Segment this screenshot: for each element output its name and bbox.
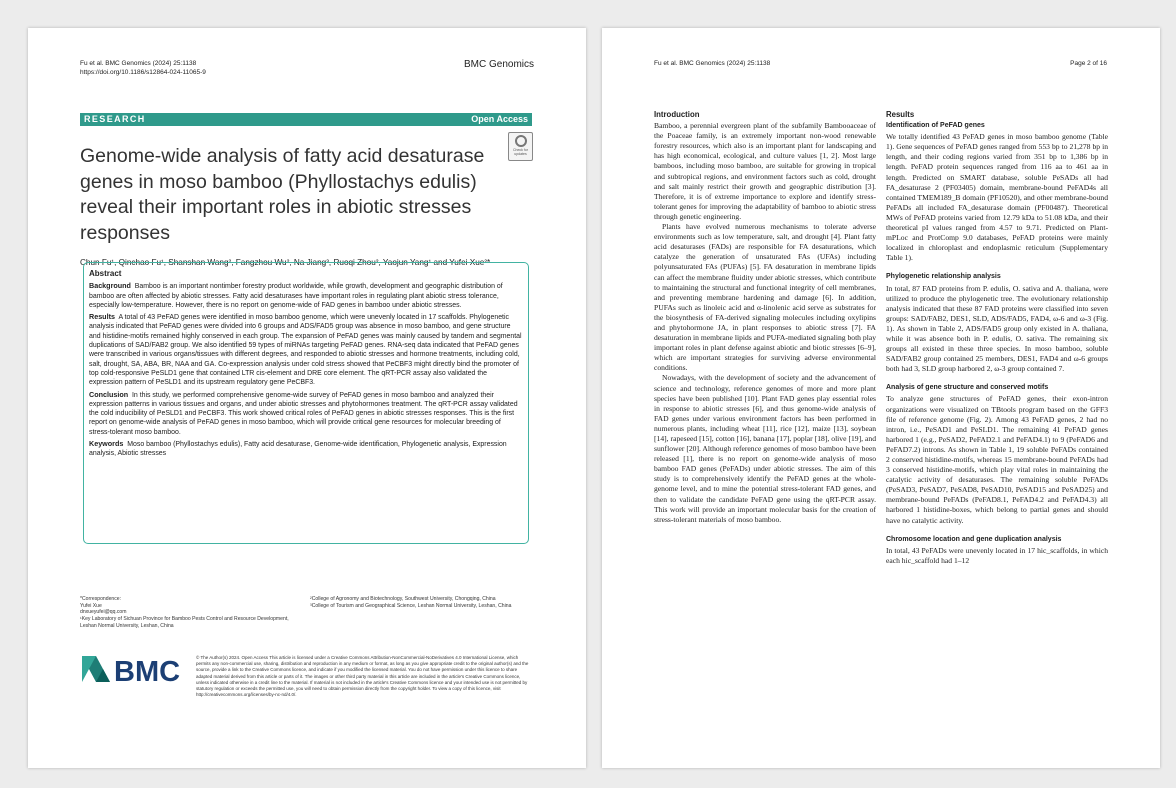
subsection-heading: Identification of PeFAD genes	[886, 122, 985, 130]
page-1	[28, 28, 586, 768]
left-column	[654, 110, 876, 525]
abstract-conclusion: Conclusion In this study, we performed comprehensive genome-wide survey of PeFAD genes in moso bamboo and analyzed their expression patterns in various tissues and organs, and under abiotic stresses and phytohormones treatment. The qRT-PCR assay validated the cold inducibility of PeSLD1 and PeCBF3. This work showed critical roles of PeFAD genes in abiotic stresses responses. This is the first report on genome-wide analysis of PeFAD genes in moso bamboo, which will provide critical gene resources for molecular breeding of stress-tolerant moso bamboo.	[89, 389, 518, 436]
page-number: Page 2 of 16	[1070, 60, 1107, 67]
journal-name: BMC Genomics	[463, 59, 534, 70]
footnotes-right: ²College of Agronomy and Biotechnology, Southwest University, Chongqing, China ³College of Tourism and Geographical Science, Leshan Normal University, Leshan, China	[310, 596, 512, 609]
intro-paragraph: Plants have evolved numerous mechanisms to tolerate adverse environments such as low temperature, salt, and drought [4]. Plant fatty acid desaturases (FADs) are responsible for FA desaturations, which catalyze the generation of unsaturated FAs (UFAs) including polyunsaturated FAs (PUFAs) [5]. FA desaturation in membrane lipids can affect the membrane fluidity under abiotic stresses, which contribute to maintaining the structural and functional integrity of cell membranes, and preventing membrane hardening and damage [6]. In addition, PUFAs such as linoleic acid and α-linolenic acid serve as substrates for the biosynthesis of FA-derived signaling molecules including oxylipins and phytohormone JA, in plant responses to abiotic stress [7]. FA desaturation in membrane lipids and PUFA-mediated signaling both play important roles in plant defense against abiotic and biotic stresses [6–9], which are important strategies for surviving adverse environmental conditions.	[654, 222, 876, 373]
open-access-label: Open Access	[471, 114, 528, 124]
abstract-results: Results A total of 43 PeFAD genes were identified in moso bamboo genome, which were unevenly located in 17 scaffolds. Phylogenetic analysis indicated that PeFAD genes were divided into 6 groups and ADS/FAD5 group was absence in moso bamboo, and gene structure and histidine-motifs remained highly conserved in each group. The expansion of PeFAD genes was mainly caused by tandem and segmental duplications of SAD/FAB2 group. We also identified 59 types of miRNAs targeting PeFAD genes. RNA-seq data indicated that PeFAD genes were transcribed in various organs/tissues with different degrees, and responded to abiotic stresses and hormone treatments, including cold, salt, drought, SA, ABA, BR, NAA and GA. Co-expression analysis under cold stress showed that PeCBF3 might directly bind the promoter of top cold-responsive PeSLD1 gene that contained LTR cis-element and DRE core element. The qRT-PCR assay also validated the expression pattern of PeSLD1 and its upstream regulatory gene PeCBF3.	[89, 312, 522, 387]
doi-link[interactable]: https://doi.org/10.1186/s12864-024-11065-9	[80, 69, 206, 76]
intro-paragraph: Nowadays, with the development of society and the advancement of science and technology, reference genomes of more and more plant species have been published [10]. Plant FAD genes play essential roles in response to abiotic stresses [6], and thus genome-wide analysis of FAD genes under various environment factors has been performed in numerous plants, including wheat [11], rice [12], maize [13], soybean [14], rapeseed [15], cotton [16], banana [17], poplar [18], olive [19], and sunflower [20]. Although reference genomes of moso bamboo have been released [1], there is no report on genome-wide analysis of moso bamboo FAD genes (PeFADs) under abiotic stresses. The aim of this study is to comprehensively identify the PeFAD genes at the whole-genome level, and to mine the potential stress-tolerant FAD genes, and then to validate the candidate PeFAD gene using the qRT-PCR assay. This work will provide an important molecular basis for the creation of stress-tolerant materials of moso bamboo.	[654, 373, 876, 524]
results-paragraph: We totally identified 43 PeFAD genes in moso bamboo genome (Table 1). Gene sequences of PeFAD genes ranged from 553 bp to 21,278 bp in length, and their coding regions varied from 351 bp to 1,386 bp in length. PeFAD protein sequences ranged from 116 aa to 461 aa in length. Predicted on SMART database, soluble PeSADs all had FA_desaturase 2 (PF03405) domain, membrane-bound PeFAD4s all contained TMEM189_B domain (PF10520), and other membrane-bound PeFADs all included FA_desaturase domain (PF00487). Theoretical MWs of PeFAD proteins varied from 12.79 kDa to 51.08 kDa, and their theoretical pI values ranged from 4.57 to 9.71. Predicted on Plant-mPLoc and ProtComp 9.0 databases, PeFAD proteins were mainly localized in chloroplast and endoplasmic reticulum (Supplementary Table 1).	[886, 132, 1108, 263]
abstract-heading: Abstract	[89, 269, 122, 278]
abstract-keywords: Keywords Moso bamboo (Phyllostachys edulis), Fatty acid desaturase, Genome-wide identification, Phylogenetic analysis, Expression analysis, Abiotic stresses	[89, 439, 507, 458]
journal-reference: Fu et al. BMC Genomics (2024) 25:1138	[80, 60, 197, 67]
article-type-label: RESEARCH	[84, 114, 146, 124]
check-for-updates-label: Check for updates	[513, 148, 528, 156]
intro-paragraph: Bamboo, a perennial evergreen plant of the subfamily Bambooaceae of the Poaceae family, is an extremely important non-wood renewable forestry resources, which also is an important plant for landscaping and has high economical, ecological, and culture values [1, 2]. Most large bamboos, including moso bamboo, are suitable for growing in tropical and subtropical regions, and environment factors such as cold, drought and salt mainly restrict their growth and geographic distribution [3]. Therefore, it is of extreme importance to explore and identify stress-tolerant genes for improving the adaptability of bamboo to abiotic stress through genetic engineering.	[654, 121, 876, 221]
citation-header	[80, 59, 206, 77]
results-heading: Results	[886, 110, 915, 119]
results-paragraph: In total, 43 PeFADs were unevenly located in 17 hic_scaffolds, in which each hic_scaffold had 1–12	[886, 545, 1108, 565]
footnotes-left: *Correspondence: Yufei Xue dnxueyufei@qq.com ¹Key Laboratory of Sichuan Province for Bamboo Pests Control and Resource Development, Leshan Normal University, Leshan, China	[80, 596, 305, 630]
svg-text:BMC: BMC	[114, 656, 181, 686]
page-2	[602, 28, 1160, 768]
article-type-bar	[80, 113, 532, 126]
article-title: Genome-wide analysis of fatty acid desaturase genes in moso bamboo (Phyllostachys edulis) reveal their important roles in abiotic stresses responses	[80, 145, 485, 244]
bmc-logo	[80, 652, 190, 686]
results-paragraph: In total, 87 FAD proteins from P. edulis, O. sativa and A. thaliana, were utilized to produce the phylogenetic tree. The evolutionary relationship analysis indicated that these 87 FAD proteins were classified into seven groups: SAD/FAB2, DES1, SLD, ADS/FAD5, FAD4, ω-6 and ω-3 (Fig. 1). As shown in Table 2, ADS/FAD5 group only existed in A. thaliana, while it was absence both in P. edulis, O. sativa. The remaining six groups all existed in these three species. In moso bamboo, soluble SAD/FAB2 group contained 25 members, DES1, FAD4 and ω-6 groups both had 3, SLD group harbored 2, ω-3 group contained 7.	[886, 283, 1108, 374]
results-paragraph: To analyze gene structures of PeFAD genes, their exon-intron organizations were visualized on TBtools program based on the GFF3 file of reference genome (Fig. 2). Among 43 PeFAD genes, 2 had no intron, i.e., PeSAD1 and PeSLD1. The remaining 41 PeFAD genes harbored 1 (e.g., PeSAD2, PeFAD2.1 and PeFAD4.1) to 9 (PeFAD6 and PeFAD7.2) introns. As shown in Table 1, 19 soluble PeFADs contained 2 conserved histidine-motifs, whereas 15 membrane-bound PeFADs had 3 conserved histidine-motifs, which play vital roles in maintaining the catalytic activity of desaturases. The remaining soluble PeFADs (PeSAD3, PeSAD7, PeSAD8, PeSAD10, PeSAD15 and PeSAD25) and membrane-bound PeFADs (PeFAD8.1, PeFAD4.2 and PeFAD4.3) all harbored 1 histidine-boxes, which belong to partial genes and should have no catalytic activity.	[886, 394, 1108, 525]
license-text: © The Author(s) 2024. Open Access This article is licensed under a Creative Commons Attribution-NonCommercial-NoDerivatives 4.0 International License, which permits any non-commercial use, sharing, distribution and reproduction in any medium or format, as long as you give appropriate credit to the original author(s) and the source, provide a link to the Creative Commons licence, and indicate if you modified the licensed material. You do not have permission under this licence to share adapted material derived from this article or parts of it. The images or other third party material in this article are included in the article's Creative Commons licence, unless indicated otherwise in a credit line to the material. If material is not included in the article's Creative Commons licence and your intended use is not permitted by statutory regulation or exceeds the permitted use, you will need to obtain permission directly from the copyright holder. To view a copy of this licence, visit http://creativecommons.org/licenses/by-nc-nd/4.0/.	[196, 655, 529, 698]
running-header: Fu et al. BMC Genomics (2024) 25:1138	[654, 60, 771, 67]
author-list: Chun Fu¹, Qinchao Fu¹, Shanshan Wang², Fangzhou Wu², Na Jiang³, Ruoqi Zhou², Yaojun Yang¹ and Yufei Xue²*	[80, 258, 491, 267]
abstract-box	[83, 262, 529, 544]
introduction-heading: Introduction	[654, 110, 700, 119]
check-for-updates-icon[interactable]	[508, 132, 533, 161]
correspondence-email[interactable]: dnxueyufei@qq.com	[80, 609, 127, 616]
subsection-heading: Chromosome location and gene duplication analysis	[886, 535, 1062, 543]
right-column	[886, 110, 1108, 566]
abstract-background: Background Bamboo is an important nontimber forestry product worldwide, while growth, development and geographic distribution of bamboo are often affected by abiotic stresses. Fatty acid desaturases have important roles in regulating plant abiotic stress tolerance, especially low-temperature. However, there is no report on genome-wide of FAD genes in bamboo under abiotic stresses.	[89, 281, 503, 309]
subsection-heading: Analysis of gene structure and conserved motifs	[886, 384, 1049, 392]
subsection-heading: Phylogenetic relationship analysis	[886, 273, 1001, 281]
